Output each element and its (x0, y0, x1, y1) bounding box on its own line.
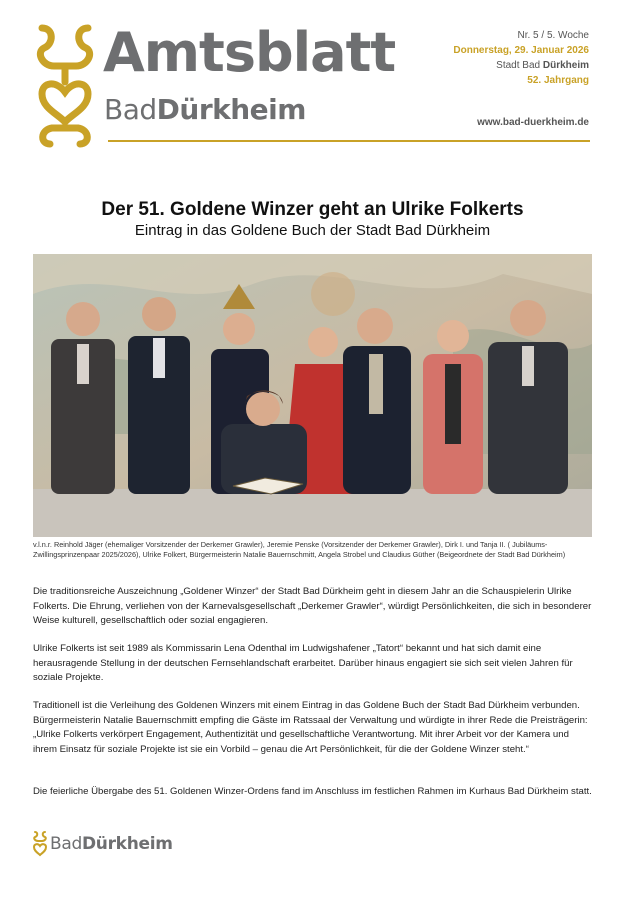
masthead-title: Amtsblatt (103, 21, 396, 84)
pretzel-logo-icon (36, 22, 94, 150)
group-photo (33, 254, 592, 537)
article-paragraph: Die feierliche Übergabe des 51. Goldenen Winzer-Ordens fand im Anschluss im festlichen Rahmen im Kurhaus Bad Dürkheim statt. (33, 786, 592, 797)
footer-pretzel-icon (33, 830, 47, 860)
article-headline: Der 51. Goldene Winzer geht an Ulrike Folkerts (101, 199, 524, 220)
footer-brand (50, 834, 173, 854)
issue-info (453, 28, 589, 88)
issue-number: Nr. 5 / 5. Woche (517, 30, 589, 41)
article-paragraph: Traditionell ist die Verleihung des Goldenen Winzers mit einem Eintrag in das Goldene Buch der Stadt Bad Dürkheim verbunden. Bürgermeisterin Natalie Bauernschmitt empfing die Gäste im Ratssaal der Verwaltung und würdigte in ihrer Rede die Preisträgerin: „Ulrike Folkerts verkörpert Engagement, Authentizität und gesellschaftliche Verantwortung. Mit ihrer Arbeit vor der Kamera und ihrem Einsatz für soziale Projekte ist sie ein Vorbild – genau die Art Persönlichkeit, für die der Goldene Winzer steht.“ (33, 700, 588, 755)
article-paragraph: Ulrike Folkerts ist seit 1989 als Kommissarin Lena Odenthal im Ludwigshafener „Tatort“ bekannt und hat sich damit eine herausragende Stellung in der deutschen Fernsehlandschaft erarbeitet. Darüber hinaus engagiert sie sich seit vielen Jahren für soziale Projekte. (33, 643, 573, 683)
footer-brand-light: Bad (50, 834, 82, 854)
website-link[interactable]: www.bad-duerkheim.de (477, 117, 589, 128)
masthead-divider (108, 140, 590, 142)
masthead-subtitle-bold: Dürkheim (156, 93, 306, 126)
issue-date: Donnerstag, 29. Januar 2026 (453, 45, 589, 56)
issue-city-prefix: Stadt Bad (496, 60, 543, 71)
masthead-subtitle (104, 93, 306, 126)
footer-brand-bold: Dürkheim (81, 834, 173, 854)
article-subheadline: Eintrag in das Goldene Buch der Stadt Bad Dürkheim (134, 222, 491, 239)
issue-city (453, 58, 589, 73)
article-paragraph: Die traditionsreiche Auszeichnung „Goldener Winzer“ der Stadt Bad Dürkheim geht in diesem Jahr an die Schauspielerin Ulrike Folkerts. Die Ehrung, verliehen von der Karnevalsgesellschaft „Derkemer Grawler“, würdigt Persönlichkeiten, die sich in besonderer Weise kulturell, gesellschaftlich oder sozial engagieren. (33, 586, 592, 626)
issue-volume: 52. Jahrgang (527, 75, 589, 86)
photo-caption: v.l.n.r. Reinhold Jäger (ehemaliger Vorsitzender der Derkemer Grawler), Jeremie Penske (Vorsitzender der Derkemer Grawler), Dirk I. und Tanja II. ( Jubiläums-Zwillingsprinzenpaar 2025/2026), Ulrike Folkert, Bürgermeisterin Natalie Bauernschmitt, Angela Strobel und Claudius Güther (Beigeordnete der Stadt Bad Dürkheim) (33, 540, 566, 559)
masthead-subtitle-light: Bad (104, 93, 157, 126)
issue-city-bold: Dürkheim (542, 60, 589, 71)
